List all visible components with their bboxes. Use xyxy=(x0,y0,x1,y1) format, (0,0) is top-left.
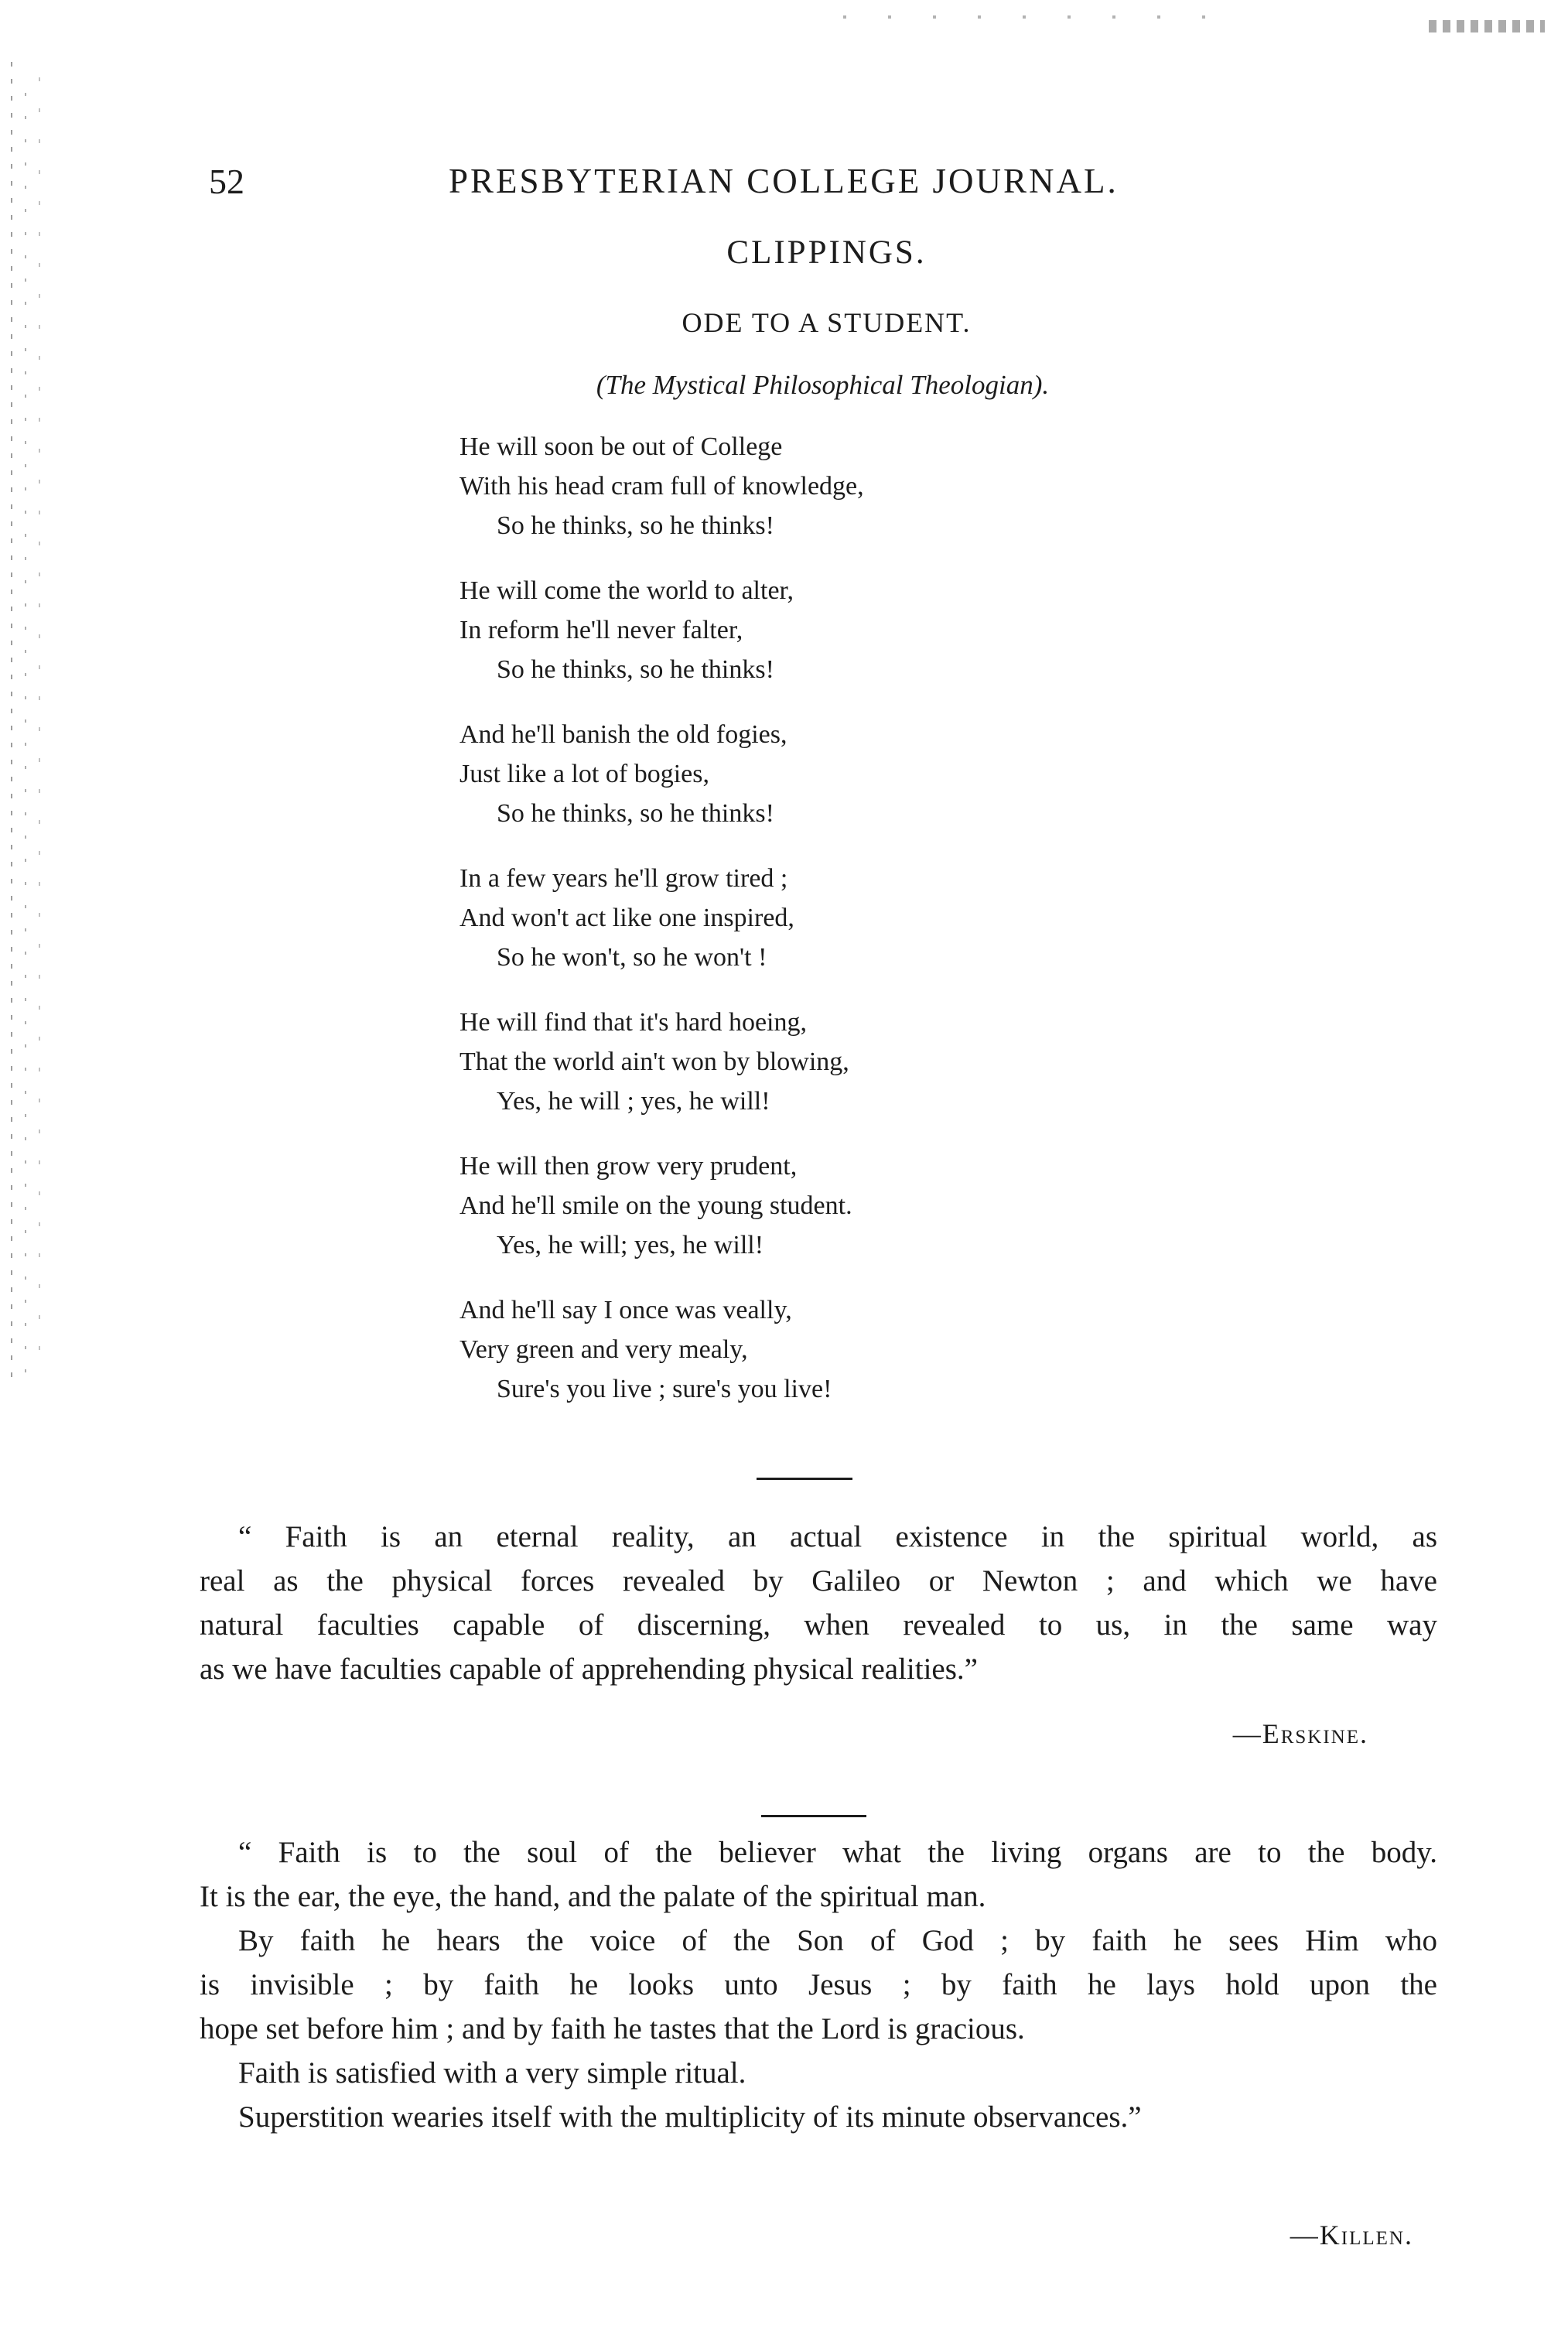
quote-line: It is the ear, the eye, the hand, and the palate of the spiritual man. xyxy=(200,1880,986,1913)
stanza xyxy=(459,571,1078,689)
stanza xyxy=(459,1147,1078,1265)
verse-refrain: So he thinks, so he thinks! xyxy=(497,799,774,828)
verse-line: He will find that it's hard hoeing, xyxy=(459,1008,807,1037)
verse-line: Very green and very mealy, xyxy=(459,1335,748,1364)
stanza xyxy=(459,1290,1078,1409)
quote-line: hope set before him ; and by faith he tastes that the Lord is gracious. xyxy=(200,2012,1025,2045)
quote-line: real as the physical forces revealed by Galileo or Newton ; and which we have xyxy=(200,1564,1437,1598)
quote-erskine xyxy=(200,1515,1437,1691)
verse-line: And won't act like one inspired, xyxy=(459,904,794,932)
poem-subtitle: (The Mystical Philosophical Theologian). xyxy=(596,370,1050,400)
verse-line: And he'll say I once was veally, xyxy=(459,1296,792,1324)
quote-killen xyxy=(200,1830,1437,2139)
stanza xyxy=(459,859,1078,977)
journal-title: PRESBYTERIAN COLLEGE JOURNAL. xyxy=(449,162,1119,200)
scan-top-artifacts xyxy=(843,15,1207,19)
verse-line: And he'll smile on the young student. xyxy=(459,1191,852,1220)
verse-line: With his head cram full of knowledge, xyxy=(459,472,864,501)
verse-refrain: So he thinks, so he thinks! xyxy=(497,655,774,684)
scan-corner-artifact xyxy=(1429,20,1545,32)
quote-line: “ Faith is to the soul of the believer what the living organs are to the body. xyxy=(238,1836,1437,1869)
quote-line: natural faculties capable of discerning, when revealed to us, in the same way xyxy=(200,1608,1437,1642)
verse-line: In a few years he'll grow tired ; xyxy=(459,864,788,893)
page-number: 52 xyxy=(209,162,244,201)
verse-line: Just like a lot of bogies, xyxy=(459,760,709,788)
stanza xyxy=(459,427,1078,545)
section-title: CLIPPINGS. xyxy=(726,234,927,271)
section-divider xyxy=(757,1478,852,1480)
quote-line: is invisible ; by faith he looks unto Jesus ; by faith he lays hold upon the xyxy=(200,1968,1437,2001)
verse-line: That the world ain't won by blowing, xyxy=(459,1047,849,1076)
verse-refrain: So he won't, so he won't ! xyxy=(497,943,767,972)
quote-line: By faith he hears the voice of the Son of God ; by faith he sees Him who xyxy=(238,1924,1437,1957)
attribution-erskine: —Erskine. xyxy=(1232,1718,1368,1749)
quote-line: “ Faith is an eternal reality, an actual existence in the spiritual world, as xyxy=(238,1520,1437,1553)
attribution-killen: —Killen. xyxy=(1290,2220,1413,2250)
verse-refrain: So he thinks, so he thinks! xyxy=(497,511,774,540)
stanza xyxy=(459,1003,1078,1121)
verse-refrain: Yes, he will ; yes, he will! xyxy=(497,1087,770,1116)
verse-line: And he'll banish the old fogies, xyxy=(459,720,787,749)
verse-refrain: Yes, he will; yes, he will! xyxy=(497,1231,764,1259)
stanza xyxy=(459,715,1078,833)
quote-line: as we have faculties capable of apprehending physical realities.” xyxy=(200,1652,978,1686)
verse-line: He will soon be out of College xyxy=(459,432,783,461)
quote-line: Superstition wearies itself with the multiplicity of its minute observances.” xyxy=(238,2100,1142,2134)
quote-line: Faith is satisfied with a very simple ritual. xyxy=(238,2056,746,2090)
verse-line: He will then grow very prudent, xyxy=(459,1152,798,1181)
verse-refrain: Sure's you live ; sure's you live! xyxy=(497,1375,832,1403)
verse-line: He will come the world to alter, xyxy=(459,576,794,605)
section-divider xyxy=(761,1815,866,1817)
poem-body xyxy=(459,427,1078,1434)
poem-title: ODE TO A STUDENT. xyxy=(682,307,972,338)
verse-line: In reform he'll never falter, xyxy=(459,616,743,644)
